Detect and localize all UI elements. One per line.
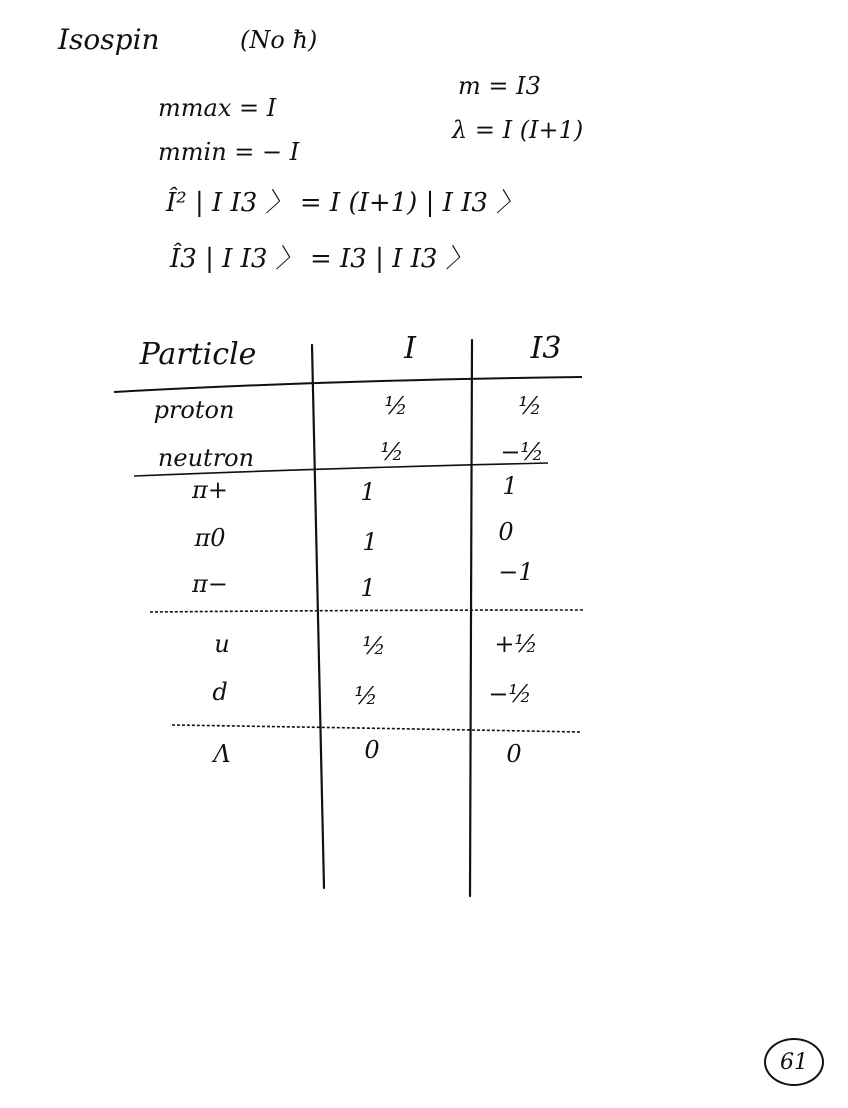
cell-i-d: ½ (354, 682, 378, 710)
equation-m-min: mmin = − I (158, 138, 300, 166)
cell-i-pi-zero: 1 (362, 528, 378, 556)
cell-i3-pi-minus: −1 (498, 558, 534, 586)
cell-i-lambda: 0 (364, 736, 380, 764)
cell-i-proton: ½ (384, 392, 408, 420)
cell-particle-proton: proton (153, 396, 235, 424)
page-number: 61 (764, 1038, 824, 1086)
table-header-i: I (404, 331, 416, 366)
cell-particle-u: u (214, 630, 230, 658)
cell-i3-d: −½ (488, 680, 532, 708)
cell-i-u: ½ (362, 632, 386, 660)
equation-i3-operator: Î3 | I I3 〉 = I3 | I I3 〉 (170, 244, 472, 274)
cell-i-pi-plus: 1 (360, 478, 376, 506)
title-note: (No ħ) (240, 26, 318, 54)
cell-i-pi-minus: 1 (360, 574, 376, 602)
cell-particle-lambda: Λ (213, 740, 231, 768)
cell-i3-lambda: 0 (506, 740, 522, 768)
cell-i3-proton: ½ (518, 392, 542, 420)
cell-i3-u: +½ (494, 630, 538, 658)
cell-i-neutron: ½ (380, 438, 404, 466)
cell-i3-pi-plus: 1 (502, 472, 518, 500)
table-header-i3: I3 (530, 331, 562, 366)
cell-particle-d: d (212, 678, 228, 706)
cell-particle-neutron: neutron (157, 444, 255, 472)
equation-m-max: mmax = I (158, 94, 277, 122)
equation-m-i3: m = I3 (458, 72, 541, 100)
equation-i-squared: Î² | I I3 〉 = I (I+1) | I I3 〉 (166, 188, 523, 218)
cell-particle-pi-zero: π0 (194, 524, 226, 552)
equation-lambda: λ = I (I+1) (452, 116, 584, 144)
cell-particle-pi-minus: π− (192, 570, 228, 598)
cell-i3-neutron: −½ (500, 438, 544, 466)
cell-particle-pi-plus: π+ (192, 476, 228, 504)
cell-i3-pi-zero: 0 (498, 518, 514, 546)
title: Isospin (58, 23, 160, 56)
table-header-particle: Particle (139, 337, 257, 372)
